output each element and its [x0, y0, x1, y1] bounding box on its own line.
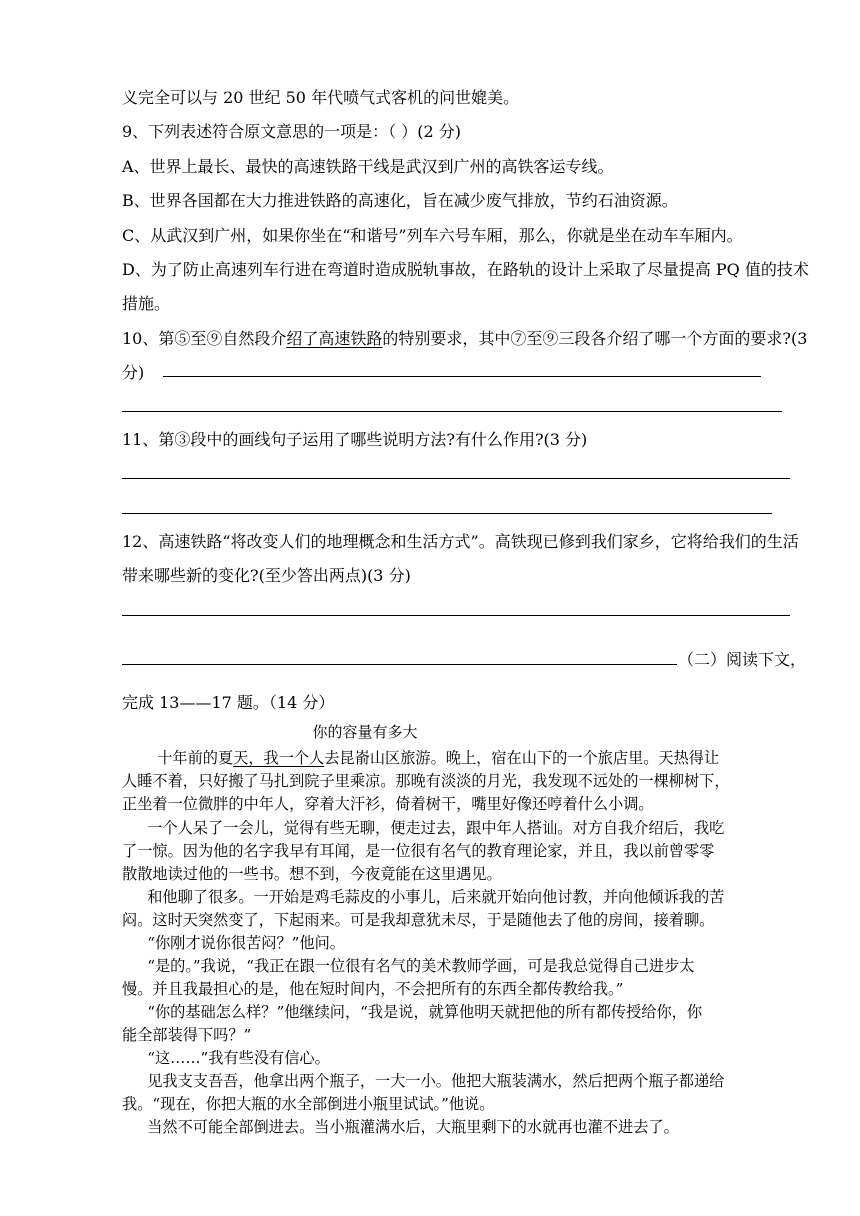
answer-line-10b[interactable]	[122, 411, 782, 412]
question-10-line1	[122, 329, 807, 349]
section-2-heading-b: 完成 13——17 题。（14 分）	[122, 693, 335, 712]
question-10-underlined: 绍了高速铁路	[286, 329, 383, 348]
article-p8-line2: 我。“现在，你把大瓶的水全部倒进小瓶里试试。”他说。	[122, 1095, 495, 1113]
question-9-option-d-line1: D、为了防止高速列车行进在弯道时造成脱轨事故，在路轨的设计上采取了尽量提高 PQ 值的技术	[122, 260, 809, 279]
question-11: 11、第③段中的画线句子运用了哪些说明方法?有什么作用?(3 分)	[122, 430, 588, 449]
question-9-option-d-line2: 措施。	[122, 294, 171, 313]
article-p5-line2: 慢。并且我最担心的是，他在短时间内，不会把所有的东西全都传教给我。”	[122, 980, 624, 998]
article-p2-line1: 一个人呆了一会儿，觉得有些无聊，便走过去，跟中年人搭讪。对方自我介绍后，我吃	[132, 819, 725, 837]
article-p1-underlined: 天，我一个人	[233, 749, 325, 767]
answer-line-10a[interactable]	[163, 376, 761, 377]
article-p6-line1: “你的基础怎么样？”他继续问，“我是说，就算他明天就把他的所有都传授给你，你	[132, 1003, 703, 1021]
question-9-stem: 9、下列表述符合原文意思的一项是：（ ）(2 分)	[122, 122, 462, 141]
article-p9: 当然不可能全部倒进去。当小瓶灌满水后，大瓶里剩下的水就再也灌不进去了。	[132, 1118, 679, 1136]
article-p4: “你刚才说你很苦闷？”他问。	[132, 934, 345, 952]
answer-line-11a[interactable]	[122, 478, 790, 479]
article-p1-text-a: 十年前的夏	[142, 749, 234, 767]
section-2-heading-a: （二）阅读下文，	[678, 650, 807, 669]
intro-line: 义完全可以与 20 世纪 50 年代喷气式客机的问世媲美。	[122, 88, 520, 107]
answer-line-12b[interactable]	[122, 664, 677, 665]
article-p1-line2: 人睡不着，只好搬了马扎到院子里乘凉。那晚有淡淡的月光，我发现不远处的一棵柳树下，	[122, 772, 730, 790]
article-p3-line2: 闷。这时天突然变了，下起雨来。可是我却意犹未尽，于是随他去了他的房间，接着聊。	[122, 911, 715, 929]
question-9-option-c: C、从武汉到广州，如果你坐在“和谐号”列车六号车厢，那么，你就是坐在动车车厢内。	[122, 226, 743, 245]
question-9-option-b: B、世界各国都在大力推进铁路的高速化，旨在减少废气排放，节约石油资源。	[122, 191, 678, 210]
question-10-text-a: 10、第⑤至⑨自然段介	[122, 329, 287, 348]
question-9-option-a: A、世界上最长、最快的高速铁路干线是武汉到广州的高铁客运专线。	[122, 157, 614, 176]
article-p6-line2: 能全部装得下吗？”	[122, 1026, 252, 1044]
article-title: 你的容量有多大	[312, 723, 418, 741]
article-p1-line1	[142, 749, 719, 768]
article-p8-line1: 见我支支吾吾，他拿出两个瓶子，一大一小。他把大瓶装满水，然后把两个瓶子都递给	[132, 1072, 725, 1090]
answer-line-12a[interactable]	[122, 615, 790, 616]
article-p1-text-b: 去昆嵛山区旅游。晚上，宿在山下的一个旅店里。天热得让	[324, 749, 720, 767]
question-12-line2: 带来哪些新的变化?(至少答出两点)(3 分)	[122, 566, 411, 585]
question-12-line1: 12、高速铁路“将改变人们的地理概念和生活方式”。高铁现已修到我们家乡，它将给我们的生活	[122, 532, 799, 551]
article-p2-line2: 了一惊。因为他的名字我早有耳闻，是一位很有名气的教育理论家，并且，我以前曾零零	[122, 842, 715, 860]
article-p7: “这……”我有些没有信心。	[132, 1049, 330, 1067]
article-p5-line1: “是的。”我说，“我正在跟一位很有名气的美术教师学画，可是我总觉得自己进步太	[132, 957, 695, 975]
article-p1-line3: 正坐着一位微胖的中年人，穿着大汗衫，倚着树干，嘴里好像还哼着什么小调。	[122, 795, 654, 813]
answer-line-11b[interactable]	[122, 513, 772, 514]
article-p2-line3: 散散地读过他的一些书。想不到，今夜竟能在这里遇见。	[122, 865, 502, 883]
article-p3-line1: 和他聊了很多。一开始是鸡毛蒜皮的小事儿，后来就开始向他讨教，并向他倾诉我的苦	[132, 888, 725, 906]
question-10-line2: 分)	[122, 363, 145, 382]
question-10-text-b: 的特别要求，其中⑦至⑨三段各介绍了哪一个方面的要求?(3	[382, 329, 808, 348]
